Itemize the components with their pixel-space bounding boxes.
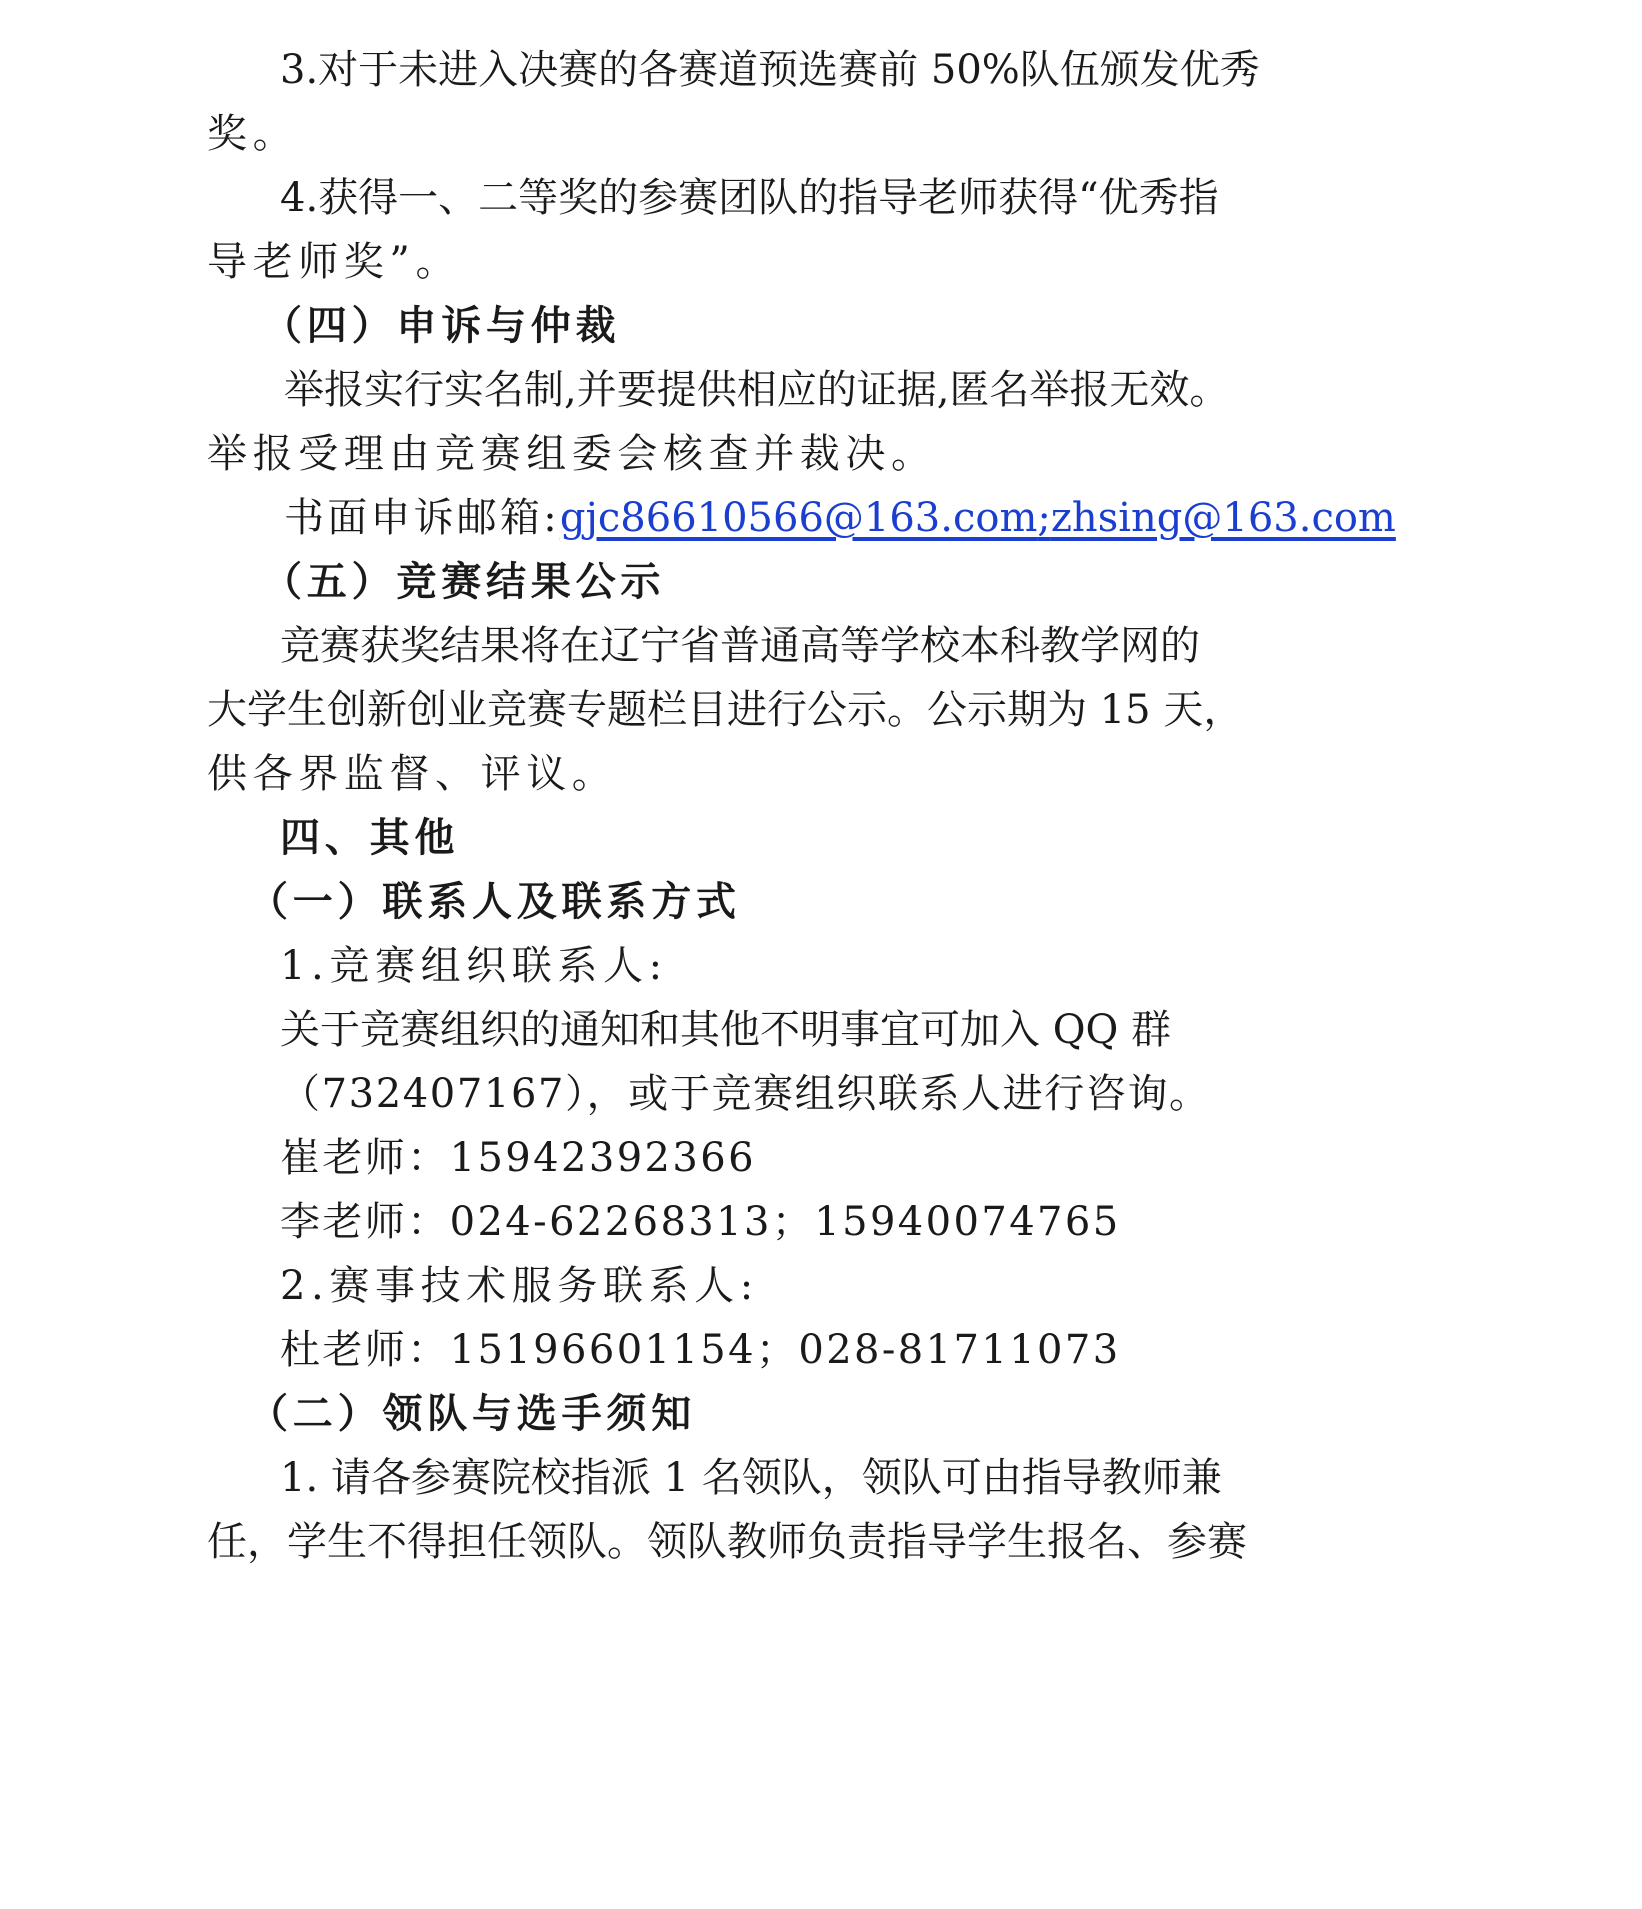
award-item-3-line2: 奖。	[207, 111, 299, 157]
contact-item-2-title: 2.赛事技术服务联系人:	[280, 1263, 759, 1309]
contact-qq-line1: 关于竞赛组织的通知和其他不明事宜可加入 QQ 群	[280, 1007, 1172, 1053]
results-paragraph-line3: 供各界监督、评议。	[207, 751, 618, 797]
subsection-heading-contacts: （一）联系人及联系方式	[248, 879, 741, 925]
appeal-email-separator: ;	[1037, 495, 1051, 541]
team-notice-line2: 任，学生不得担任领队。领队教师负责指导学生报名、参赛	[207, 1519, 1247, 1565]
appeal-email-link-1[interactable]: gjc86610566@163.com	[559, 495, 1038, 541]
contact-cui: 崔老师：15942392366	[280, 1135, 756, 1181]
results-paragraph-line1: 竞赛获奖结果将在辽宁省普通高等学校本科教学网的	[280, 623, 1200, 669]
award-item-4-line1: 4.获得一、二等奖的参赛团队的指导老师获得“优秀指	[280, 175, 1219, 221]
award-item-4-line2: 导老师奖”。	[207, 239, 462, 285]
appeal-email-line	[284, 494, 1396, 542]
contact-item-1-title: 1.竞赛组织联系人:	[280, 943, 668, 989]
appeal-paragraph-line2: 举报受理由竞赛组委会核查并裁决。	[207, 431, 937, 477]
contact-qq-line2: （732407167），或于竞赛组织联系人进行咨询。	[280, 1071, 1211, 1117]
contact-li: 李老师：024-62268313；15940074765	[280, 1199, 1121, 1245]
appeal-email-label: 书面申诉邮箱:	[284, 495, 560, 541]
team-notice-line1: 1. 请各参赛院校指派 1 名领队，领队可由指导教师兼	[280, 1455, 1222, 1501]
results-paragraph-line2: 大学生创新创业竞赛专题栏目进行公示。公示期为 15 天，	[207, 687, 1244, 733]
appeal-paragraph-line1: 举报实行实名制,并要提供相应的证据,匿名举报无效。	[284, 367, 1230, 413]
appeal-email-link-2[interactable]: zhsing@163.com	[1050, 495, 1396, 541]
section-heading-appeal: （四）申诉与仲裁	[262, 303, 621, 349]
section-heading-other: 四、其他	[280, 815, 460, 861]
contact-du: 杜老师：15196601154；028-81711073	[280, 1327, 1121, 1373]
section-heading-results: （五）竞赛结果公示	[262, 559, 666, 605]
subsection-heading-team-notice: （二）领队与选手须知	[248, 1391, 696, 1437]
award-item-3-line1: 3.对于未进入决赛的各赛道预选赛前 50%队伍颁发优秀	[280, 47, 1260, 93]
